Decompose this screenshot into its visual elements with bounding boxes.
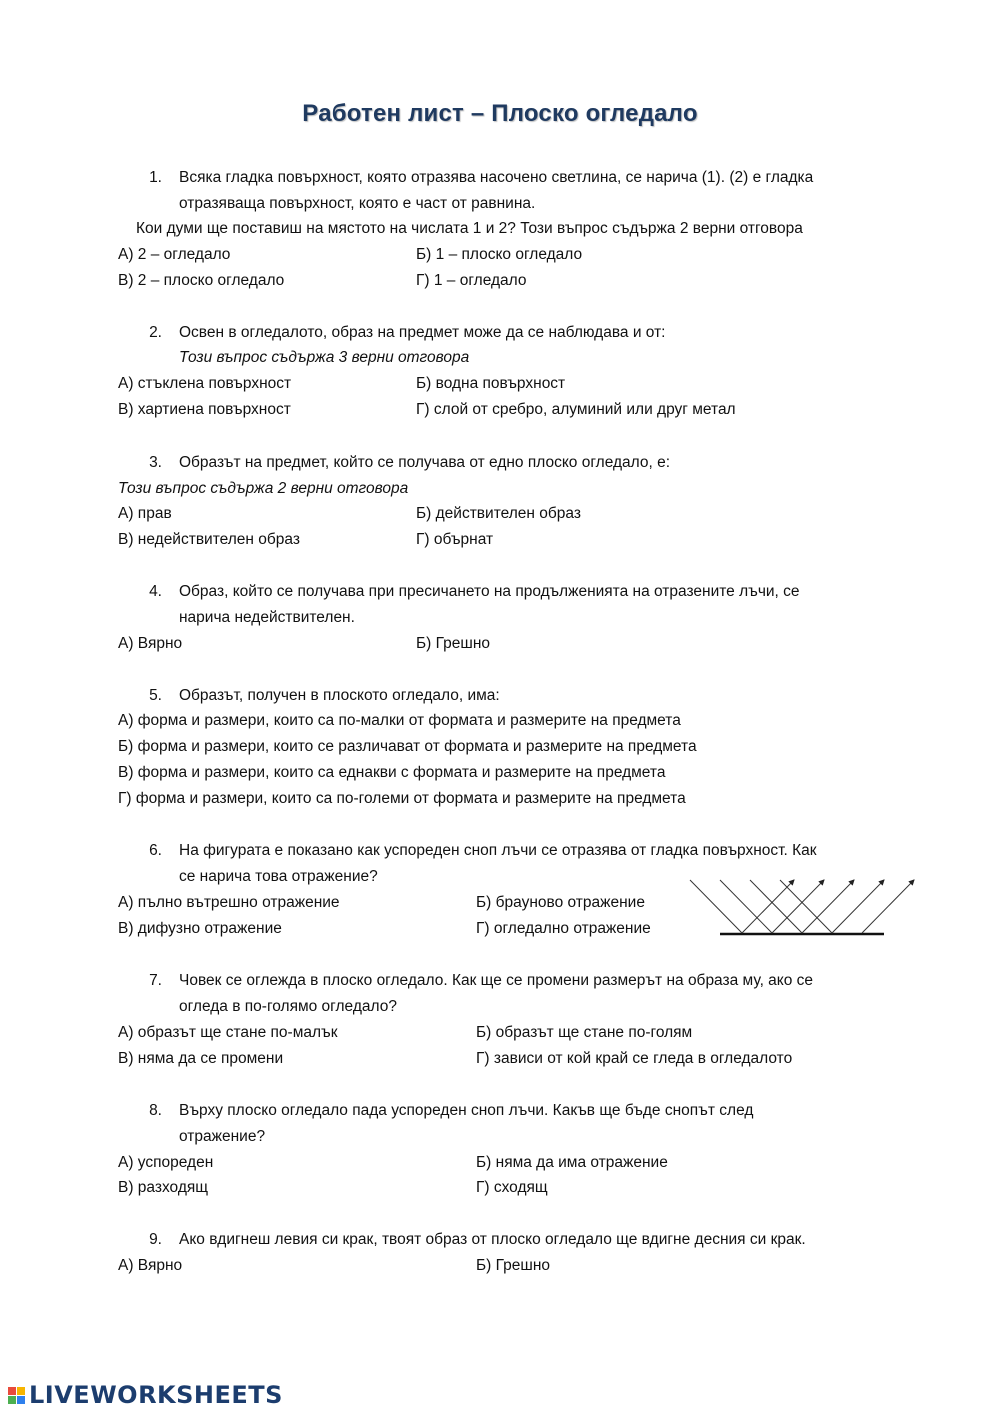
answer-option-a[interactable]: А) 2 – огледало [118,246,231,263]
logo-text: LIVEWORKSHEETS [29,1381,283,1409]
answer-option-a[interactable]: А) пълно вътрешно отражение [118,894,340,911]
question-text-line: На фигурата е показано как успореден сноп лъчи се отразява от гладка повърхност. Как [179,842,817,859]
page-title: Работен лист – Плоско огледало [302,100,698,127]
answer-option-g[interactable]: Г) сходящ [476,1179,548,1196]
answer-option-g[interactable]: Г) 1 – огледало [416,272,527,289]
answer-option-v[interactable]: В) 2 – плоско огледало [118,272,285,289]
answer-option-a[interactable]: А) успореден [118,1154,214,1171]
question-number: 5. [149,687,162,704]
question-text-line: отражение? [179,1128,266,1145]
answer-option-v[interactable]: В) разходящ [118,1179,209,1196]
answer-option-v[interactable]: В) няма да се промени [118,1050,284,1067]
question-instruction: Този въпрос съдържа 3 верни отговора [179,349,470,366]
logo-mark-icon [8,1387,25,1404]
answer-option-g[interactable]: Г) огледално отражение [476,920,651,937]
answer-option-a[interactable]: А) стъклена повърхност [118,375,292,392]
reflected-ray [802,880,854,933]
answer-option-v[interactable]: В) недействителен образ [118,531,300,548]
reflected-ray [832,880,884,933]
question-text-line: Ако вдигнеш левия си крак, твоят образ от плоско огледало ще вдигне десния си крак. [179,1231,806,1248]
question-text-line: отразяваща повърхност, която е част от равнина. [179,195,536,212]
logo-square [8,1387,16,1395]
answer-option-g[interactable]: Г) слой от сребро, алуминий или друг метал [416,401,736,418]
answer-option-a[interactable]: А) Вярно [118,1257,183,1274]
reflected-ray [772,880,824,933]
answer-option-b[interactable]: Б) Грешно [476,1257,551,1274]
question-text-line: се нарича това отражение? [179,868,378,885]
question-text-line: Образът, получен в плоското огледало, има: [179,687,500,704]
logo-square [17,1396,25,1404]
question-text-line: Освен в огледалото, образ на предмет може да се наблюдава и от: [179,324,666,341]
question-text-line: Образ, който се получава при пресичането на продълженията на отразените лъчи, се [179,583,800,600]
logo-square [17,1387,25,1395]
question-instruction: Кои думи ще поставиш на мястото на числата 1 и 2? Този въпрос съдържа 2 верни отговора [136,220,803,237]
answer-option-a[interactable]: А) Вярно [118,635,183,652]
reflected-ray [742,880,794,933]
answer-option-b[interactable]: Б) няма да има отражение [476,1154,668,1171]
answer-option-g[interactable]: Г) форма и размери, които са по-големи от формата и размерите на предмета [118,790,686,807]
question-text-line: Всяка гладка повърхност, която отразява насочено светлина, се нарича (1). (2) е гладка [179,169,814,186]
question-number: 4. [149,583,162,600]
answer-option-b[interactable]: Б) 1 – плоско огледало [416,246,583,263]
answer-option-a[interactable]: А) прав [118,505,172,522]
liveworksheets-logo[interactable] [8,1382,283,1408]
question-number: 2. [149,324,162,341]
incident-ray [750,880,802,933]
answer-option-b[interactable]: Б) образът ще стане по-голям [476,1024,693,1041]
question-text-line: Образът на предмет, който се получава от едно плоско огледало, е: [179,454,671,471]
question-number: 7. [149,972,162,989]
question-number: 6. [149,842,162,859]
question-number: 3. [149,454,162,471]
answer-option-a[interactable]: А) образът ще стане по-малък [118,1024,338,1041]
answer-option-g[interactable]: Г) зависи от кой край се гледа в огледалото [476,1050,793,1067]
specular-reflection-figure [686,872,926,942]
reflected-ray [862,880,914,933]
answer-option-v[interactable]: В) форма и размери, които са еднакви с формата и размерите на предмета [118,764,666,781]
question-number: 1. [149,169,162,186]
question-text-line: Върху плоско огледало пада успореден сноп лъчи. Какъв ще бъде снопът след [179,1102,754,1119]
answer-option-b[interactable]: Б) форма и размери, които се различават от формата и размерите на предмета [118,738,697,755]
answer-option-v[interactable]: В) хартиена повърхност [118,401,291,418]
incident-ray [780,880,832,933]
question-text-line: нарича недействителен. [179,609,355,626]
incident-ray [690,880,742,933]
answer-option-g[interactable]: Г) обърнат [416,531,494,548]
answer-option-b[interactable]: Б) Грешно [416,635,491,652]
answer-option-v[interactable]: В) дифузно отражение [118,920,282,937]
question-instruction: Този въпрос съдържа 2 верни отговора [118,480,409,497]
incident-ray [720,880,772,933]
logo-square [8,1396,16,1404]
answer-option-b[interactable]: Б) водна повърхност [416,375,566,392]
question-number: 9. [149,1231,162,1248]
question-number: 8. [149,1102,162,1119]
answer-option-b[interactable]: Б) действителен образ [416,505,581,522]
question-text-line: огледа в по-голямо огледало? [179,998,397,1015]
answer-option-a[interactable]: А) форма и размери, които са по-малки от формата и размерите на предмета [118,712,681,729]
question-text-line: Човек се оглежда в плоско огледало. Как ще се промени размерът на образа му, ако се [179,972,814,989]
answer-option-b[interactable]: Б) брауново отражение [476,894,645,911]
